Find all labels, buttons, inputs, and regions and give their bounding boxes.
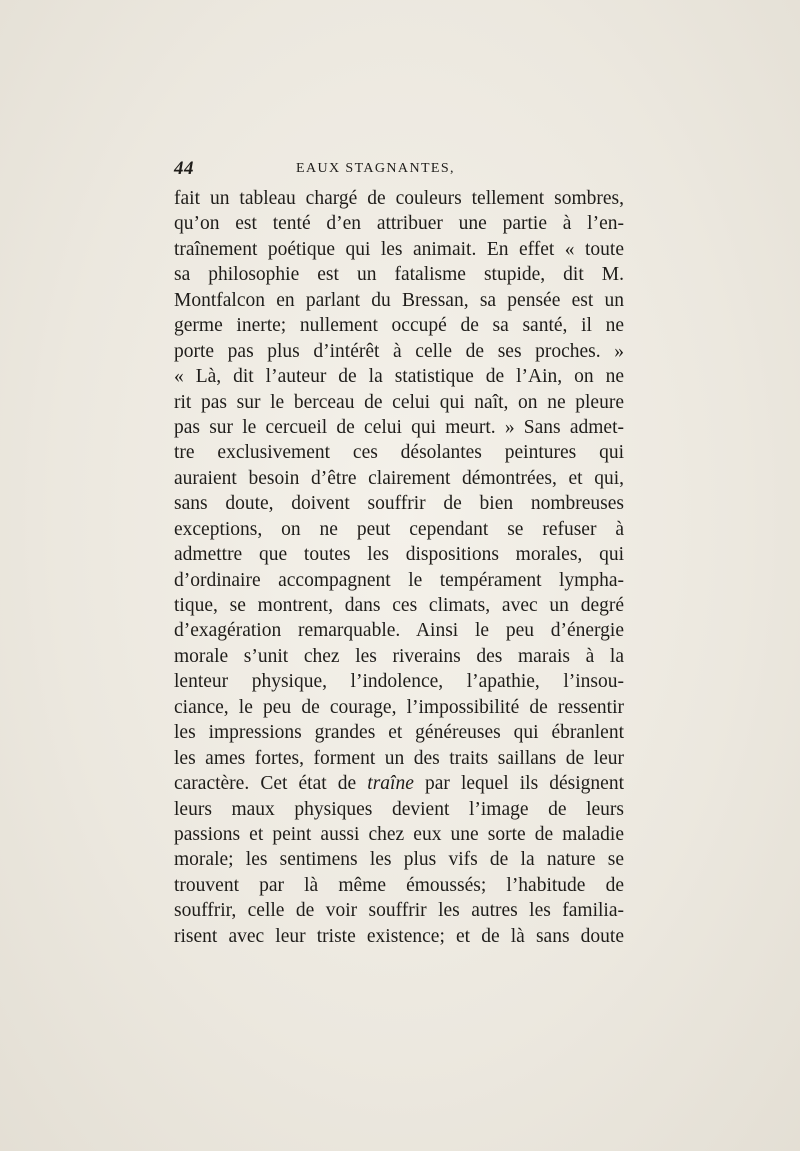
text-line: sans doute, doivent souffrir de bien nombreuses [174, 493, 624, 515]
text-line: traînement poétique qui les animait. En effet « toute [174, 238, 624, 260]
text-line: auraient besoin d’être clairement démontrées, et qui, [174, 467, 624, 489]
text-line: d’ordinaire accompagnent le tempérament lympha- [174, 569, 624, 591]
running-head: EAUX STAGNANTES, [296, 161, 455, 176]
text-line: Montfalcon en parlant du Bressan, sa pensée est un [174, 289, 624, 311]
text-line: fait un tableau chargé de couleurs tellement sombres, [174, 188, 624, 209]
text-line: les ames fortes, forment un des traits saillans de leur [174, 747, 624, 769]
text-line: « Là, dit l’auteur de la statistique de l’Ain, on ne [174, 366, 624, 388]
text-line: trouvent par là même émoussés; l’habitude de [174, 874, 624, 896]
text-line: souffrir, celle de voir souffrir les autres les familia- [174, 900, 624, 922]
text-line: morale; les sentimens les plus vifs de la nature se [174, 849, 624, 871]
text-line: d’exagération remarquable. Ainsi le peu d’énergie [174, 620, 624, 642]
text-line: tique, se montrent, dans ces climats, avec un degré [174, 595, 624, 616]
text-line: qu’on est tenté d’en attribuer une partie à l’en- [174, 213, 624, 235]
text-line: ciance, le peu de courage, l’impossibilité de ressentir [174, 696, 624, 718]
page-number: 44 [174, 158, 194, 179]
page-header [174, 158, 624, 184]
body-text [174, 186, 624, 949]
text-line: admettre que toutes les dispositions morales, qui [174, 544, 624, 566]
text-line: sa philosophie est un fatalisme stupide, dit M. [174, 264, 624, 286]
italic-term: traîne [367, 773, 414, 795]
text-line: passions et peint aussi chez eux une sorte de maladie [174, 823, 624, 845]
text-segment: par lequel ils désignent [413, 773, 624, 795]
text-line: lenteur physique, l’indolence, l’apathie, l’insou- [174, 671, 624, 693]
text-line: germe inerte; nullement occupé de sa santé, il ne [174, 315, 624, 337]
text-line: porte pas plus d’intérêt à celle de ses proches. » [174, 340, 624, 362]
text-line: risent avec leur triste existence; et de là sans doute [174, 925, 624, 947]
text-line: tre exclusivement ces désolantes peintures qui [174, 442, 624, 464]
text-line: pas sur le cercueil de celui qui meurt. » Sans admet- [174, 416, 624, 438]
text-line: rit pas sur le berceau de celui qui naît, on ne pleure [174, 391, 624, 413]
text-line: les impressions grandes et généreuses qui ébranlent [174, 722, 624, 744]
text-line: morale s’unit chez les riverains des marais à la [174, 645, 624, 667]
text-line [174, 771, 624, 796]
text-line: leurs maux physiques devient l’image de leurs [174, 798, 624, 820]
text-line: exceptions, on ne peut cependant se refuser à [174, 518, 624, 540]
text-segment: caractère. Cet état de [174, 773, 368, 795]
